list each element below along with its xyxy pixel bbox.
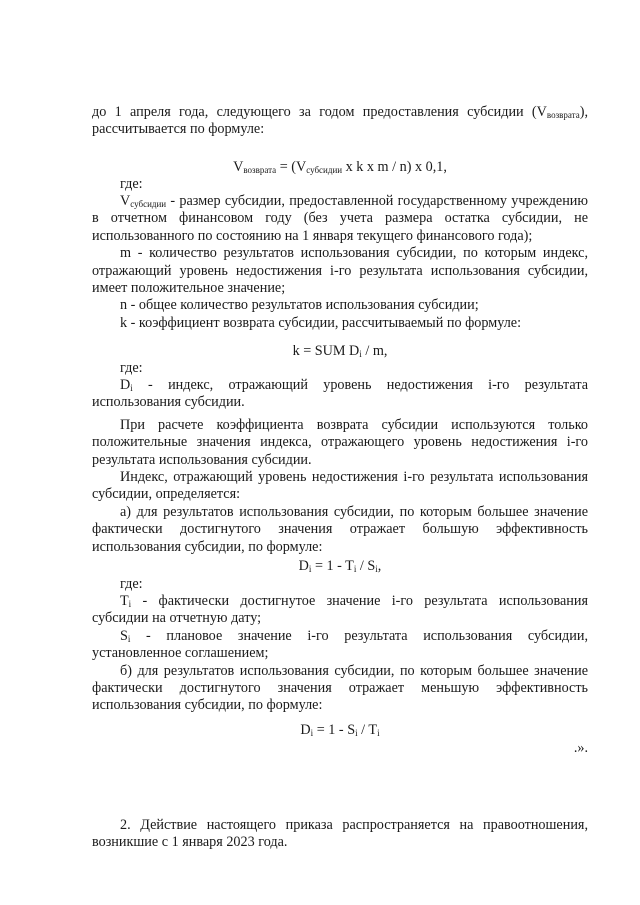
where-label: где: [120, 576, 143, 592]
closing-quote: .». [573, 740, 588, 756]
definition-t: $T_i$ - фактически достигнутое значение i-го результата использования субсидии на отчетную дату; [92, 593, 588, 627]
item-b: б) для результатов использования субсидии, по которым большее значение фактически достигнутого значения отражает меньшую эффективность использования субсидии, по формуле: [92, 662, 588, 714]
definition-s: $S_i$ - плановое значение i-го результата использования субсидии, установленное соглашением; [92, 627, 588, 662]
definition-k: k - коэффициент возврата субсидии, рассчитываемый по формуле: [120, 314, 522, 331]
formula-k: k = SUM $D_i$ / m, [292, 343, 388, 359]
paragraph-index-definition: Индекс, отражающий уровень недостижения i-го результата использования субсидии, определяется: [92, 469, 588, 503]
definition-m: m - количество результатов использования субсидии, по которым индекс, отражающий уровень недостижения i-го результата использования субсидии, имеет положительное значение; [92, 245, 588, 297]
definition-n: n - общее количество результатов использования субсидии; [120, 297, 479, 314]
item-2-paragraph: 2. Действие настоящего приказа распространяется на правоотношения, возникшие с 1 января 2023 года. [92, 817, 588, 851]
definitions-block-3 [92, 593, 588, 715]
formula-d-b: $D_i = 1 - S_i / T_i$ [300, 722, 380, 738]
definition-d: $D_i$ - индекс, отражающий уровень недостижения i-го результата использования субсидии. [92, 377, 588, 411]
definition-v-subsidy: $V_{субсидии}$ - размер субсидии, предоставленной государственному учреждению в отчетном финансовом году (без учета размера остатка субсидии, не использованного по состоянию на 1 января текущего финансового года); [92, 193, 588, 244]
paragraph-coefficient-calculation: При расчете коэффициента возврата субсидии используются только положительные значения индекса, отражающего уровень недостижения i-го результата использования субсидии. [92, 416, 588, 468]
item-a: а) для результатов использования субсидии, по которым большее значение фактически достигнутого значения отражает большую эффективность использования субсидии, по формуле: [92, 503, 588, 555]
intro-paragraph: до 1 апреля года, следующего за годом предоставления субсидии $(V_{возврата})$, рассчитывается по формуле: [92, 104, 588, 138]
formula-v-return: $V_{возврата} = (V_{субсидии}$ x k x m / n) x 0,1, [233, 159, 447, 175]
where-label: где: [120, 360, 143, 376]
formula-d-a: $D_i = 1 - T_i / S_i$, [298, 558, 382, 574]
where-label: где: [120, 176, 143, 192]
definitions-block-2 [92, 377, 588, 556]
definitions-block-1 [92, 193, 588, 332]
